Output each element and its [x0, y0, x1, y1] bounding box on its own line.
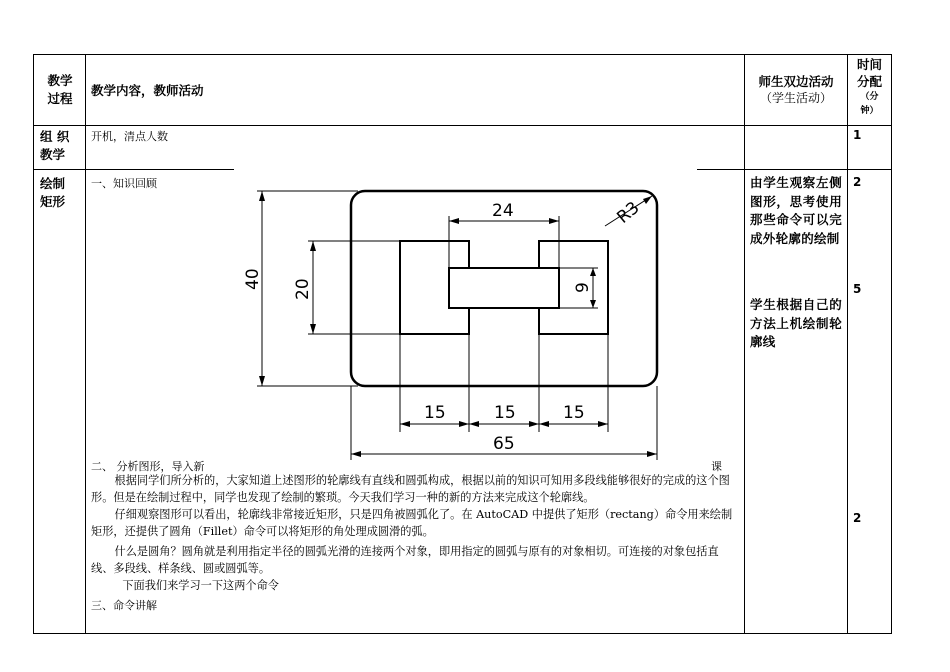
- dim-text-15b: 15: [494, 403, 516, 423]
- header-content: 教学内容，教师活动: [91, 83, 204, 98]
- row1-time: 1: [853, 128, 862, 142]
- header-time-sub1: （分: [860, 92, 879, 102]
- inner-slot: [449, 268, 559, 308]
- paragraph-3: 什么是圆角？圆角就是利用指定半径的圆弧光滑的连接两个对象，即用指定的圆弧与原有的对象相切。可连接的对象包括直线、多段线、样条线、圆或圆弧等。: [91, 545, 719, 575]
- table-col-divider-2: [744, 54, 745, 634]
- dim-text-24: 24: [492, 201, 514, 221]
- section-analysis-tail: 课: [711, 460, 722, 473]
- cad-drawing: [240, 170, 690, 460]
- row1-stage: 组 织 教学: [40, 129, 70, 162]
- header-activity-main: 师生双边活动: [758, 74, 834, 89]
- table-border-top: [33, 54, 892, 55]
- time-2-minutes-b: 2: [853, 511, 862, 525]
- section-command: 三、命令讲解: [91, 599, 157, 612]
- dimension-arrowheads: [259, 191, 657, 457]
- header-time-main: 时间分配: [856, 57, 882, 89]
- table-border-left: [33, 54, 34, 634]
- table-col-divider-1: [85, 54, 86, 634]
- dim-text-15c: 15: [563, 403, 585, 423]
- time-5-minutes: 5: [853, 282, 862, 296]
- dim-text-9: 9: [573, 282, 593, 293]
- header-time-sub2: 钟）: [860, 106, 879, 116]
- header-time: [849, 56, 890, 118]
- dim-text-15a: 15: [424, 403, 446, 423]
- paragraph-1: 根据同学们所分析的，大家知道上述图形的轮廓线有直线和圆弧构成，根据以前的知识可知用多段线能够很好的完成的这个图形。但是在绘制过程中，同学也发现了绘制的繁琐。今天我们学习一种的新的方法来完成这个轮廓线。: [91, 474, 730, 504]
- section-analysis: 二、 分析图形，导入新: [91, 460, 205, 473]
- table-col-divider-3: [847, 54, 848, 634]
- paragraph-4: 下面我们来学习一下这两个命令: [122, 579, 279, 592]
- row2-stage: 绘制矩形: [40, 176, 66, 209]
- header-activity-sub: （学生活动）: [759, 91, 832, 105]
- header-stage: [36, 72, 84, 108]
- dim-text-65: 65: [493, 434, 515, 454]
- table-border-bottom: [33, 633, 892, 634]
- dim-text-r3: R3: [613, 197, 644, 228]
- activity-practice: 学生根据自己的方法上机绘制轮廓线: [750, 297, 842, 349]
- table-header-divider: [33, 125, 892, 126]
- row1-content: 开机，清点人数: [91, 130, 168, 143]
- table-border-right: [891, 54, 892, 634]
- header-stage-label: 教学过程: [47, 73, 73, 106]
- activity-observe: 由学生观察左侧图形，思考使用那些命令可以完成外轮廓的绘制: [750, 175, 842, 246]
- header-activity: [748, 73, 844, 107]
- section-knowledge-review: 一、知识回顾: [91, 177, 157, 190]
- time-2-minutes: 2: [853, 175, 862, 189]
- dim-text-20: 20: [293, 278, 313, 300]
- dim-text-40: 40: [243, 268, 263, 290]
- paragraph-2: 仔细观察图形可以看出，轮廓线非常接近矩形，只是四角被圆弧化了。在 AutoCAD 中提供了矩形（rectang）命令用来绘制矩形，还提供了圆角（Fillet）命令可以将矩形的角处理成圆滑的弧。: [91, 508, 733, 538]
